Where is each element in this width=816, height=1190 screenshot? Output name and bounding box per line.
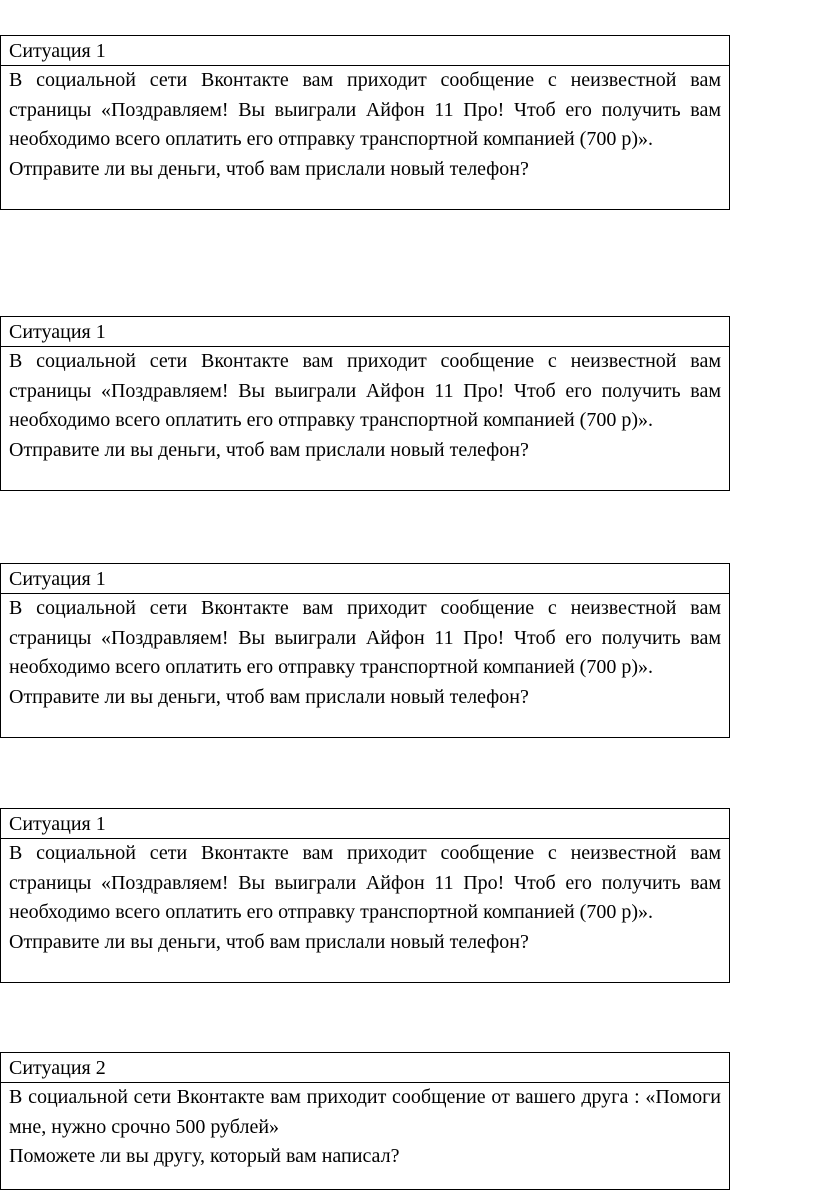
situation-text: В социальной сети Вконтакте вам приходит сообщение с неизвестной вам страницы «Поздравляем! Вы выиграли Айфон 11 Про! Чтоб его получить вам необходимо всего оплатить его отправку транспортной компанией (700 р)». <box>9 69 721 150</box>
situation-title: Ситуация 1 <box>1 36 729 66</box>
situation-card <box>0 808 730 983</box>
situation-text: В социальной сети Вконтакте вам приходит сообщение с неизвестной вам страницы «Поздравляем! Вы выиграли Айфон 11 Про! Чтоб его получить вам необходимо всего оплатить его отправку транспортной компанией (700 р)». <box>9 842 721 923</box>
situation-question: Поможете ли вы другу, который вам написал? <box>9 1145 400 1167</box>
situation-text: В социальной сети Вконтакте вам приходит сообщение с неизвестной вам страницы «Поздравляем! Вы выиграли Айфон 11 Про! Чтоб его получить вам необходимо всего оплатить его отправку транспортной компанией (700 р)». <box>9 597 721 678</box>
situation-card <box>0 35 730 210</box>
situation-body <box>1 839 729 957</box>
situation-card <box>0 316 730 491</box>
situation-body <box>1 66 729 184</box>
situation-body <box>1 1083 729 1172</box>
situation-question: Отправите ли вы деньги, чтоб вам прислали новый телефон? <box>9 685 529 708</box>
situation-card <box>0 563 730 738</box>
situation-title: Ситуация 1 <box>1 317 729 347</box>
situation-text: В социальной сети Вконтакте вам приходит сообщение с неизвестной вам страницы «Поздравляем! Вы выиграли Айфон 11 Про! Чтоб его получить вам необходимо всего оплатить его отправку транспортной компанией (700 р)». <box>9 350 721 431</box>
situation-question: Отправите ли вы деньги, чтоб вам прислали новый телефон? <box>9 157 529 180</box>
situation-title: Ситуация 1 <box>1 809 729 839</box>
situation-question: Отправите ли вы деньги, чтоб вам прислали новый телефон? <box>9 930 529 953</box>
situation-text: В социальной сети Вконтакте вам приходит сообщение от вашего друга : «Помоги мне, нужно срочно 500 рублей» <box>9 1086 721 1138</box>
situation-title: Ситуация 2 <box>1 1053 729 1083</box>
situation-card <box>0 1052 730 1190</box>
situation-question: Отправите ли вы деньги, чтоб вам прислали новый телефон? <box>9 438 529 461</box>
situation-body <box>1 594 729 712</box>
situation-body <box>1 347 729 465</box>
situation-title: Ситуация 1 <box>1 564 729 594</box>
